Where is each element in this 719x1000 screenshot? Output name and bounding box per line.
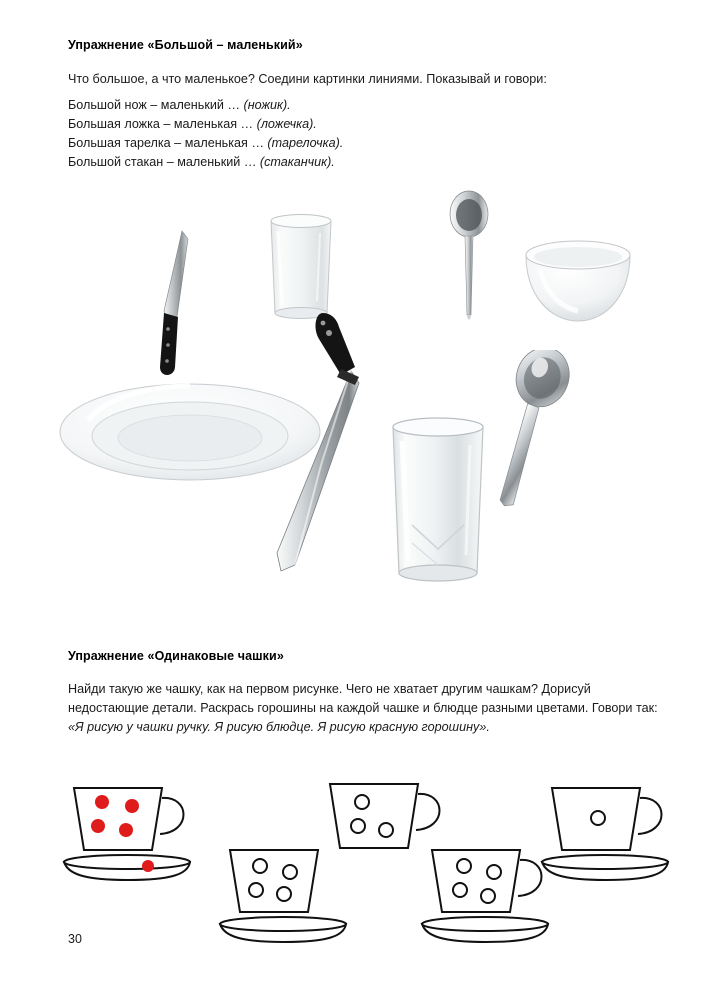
exercise1-lines: [68, 96, 668, 172]
small-knife-image: [128, 225, 208, 385]
large-glass-image: [378, 415, 498, 590]
exercise1-line-2: [68, 115, 668, 134]
exercise2-intro-italic: «Я рисую у чашки ручку. Я рисую блюдце. Я рисую красную горошину».: [68, 720, 490, 734]
line-italic: (ложечка).: [256, 117, 317, 131]
line-text: Большой нож – маленький …: [68, 98, 244, 112]
cup-5[interactable]: [540, 770, 680, 890]
cup-1[interactable]: [62, 770, 202, 890]
small-spoon-image: [440, 189, 496, 329]
line-text: Большая ложка – маленькая …: [68, 117, 257, 131]
cup-4[interactable]: [420, 832, 560, 952]
exercise1-line-3: [68, 134, 668, 153]
page-number: 30: [68, 932, 82, 946]
large-spoon-image: [485, 350, 595, 530]
exercise2-cups: [0, 760, 719, 935]
exercise1-line-4: [68, 153, 668, 172]
small-bowl-image: [520, 235, 636, 335]
exercise2-title: Упражнение «Одинаковые чашки»: [68, 649, 284, 663]
large-knife-image: [255, 305, 375, 590]
line-italic: (тарелочка).: [267, 136, 344, 150]
line-text: Большой стакан – маленький …: [68, 155, 260, 169]
exercise2-intro-text: Найди такую же чашку, как на первом рисунке. Чего не хватает другим чашкам? Дорисуй недостающие детали. Раскрась горошины на каждой чашке и блюдце разными цветами. Говори так:: [68, 682, 658, 715]
line-text: Большая тарелка – маленькая …: [68, 136, 268, 150]
exercise1-intro: Что большое, а что маленькое? Соедини картинки линиями. Показывай и говори:: [68, 72, 547, 86]
exercise1-line-1: [68, 96, 668, 115]
exercise1-illustrations: [0, 185, 719, 625]
line-italic: (стаканчик).: [259, 155, 335, 169]
exercise1-title: Упражнение «Большой – маленький»: [68, 38, 303, 52]
exercise2-intro: [68, 680, 658, 737]
line-italic: (ножик).: [243, 98, 291, 112]
